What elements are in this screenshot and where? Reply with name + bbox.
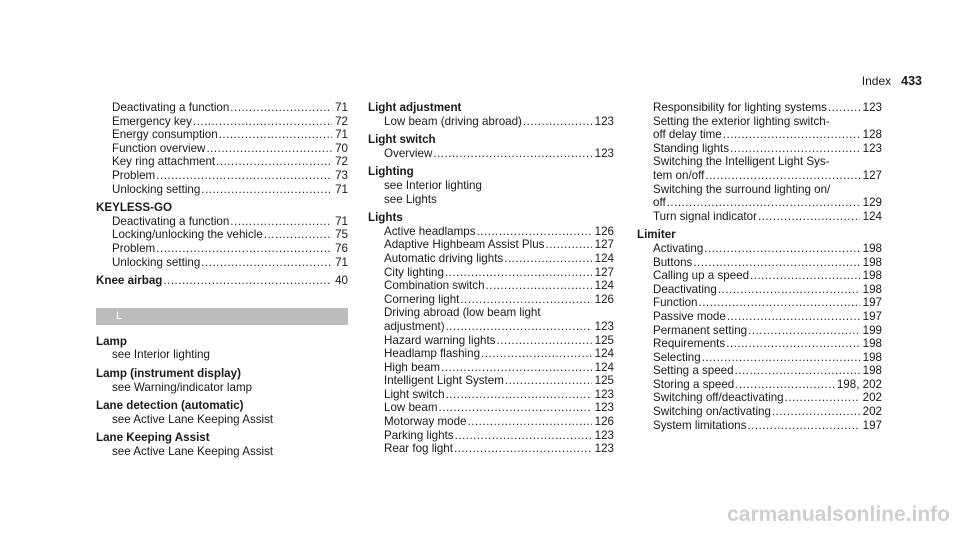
entry-text: System limitations bbox=[653, 418, 747, 432]
index-entry bbox=[637, 169, 882, 183]
entry-text: Storing a speed bbox=[653, 377, 735, 391]
entry-text: see Lights bbox=[384, 192, 437, 206]
leader-dots bbox=[505, 374, 592, 388]
entry-text: Passive mode bbox=[653, 309, 726, 323]
leader-dots bbox=[758, 210, 860, 224]
entry-text: Low beam bbox=[384, 401, 438, 415]
entry-text: Knee airbag bbox=[96, 274, 163, 288]
page-ref-link[interactable]: 124 bbox=[862, 209, 882, 223]
index-entry bbox=[637, 269, 882, 283]
leader-dots bbox=[726, 337, 859, 351]
page-ref-link[interactable]: 72 bbox=[335, 155, 348, 169]
index-entry bbox=[96, 169, 348, 183]
index-entry bbox=[637, 210, 882, 224]
leader-dots bbox=[455, 429, 592, 443]
index-entry bbox=[368, 115, 614, 129]
leader-dots bbox=[704, 242, 859, 256]
page-ref-link[interactable]: 123 bbox=[594, 401, 614, 415]
entry-text: Light switch bbox=[368, 133, 436, 147]
entry-text: Responsibility for lighting systems bbox=[653, 101, 827, 114]
leader-dots bbox=[667, 196, 860, 210]
page-ref-link[interactable]: 127 bbox=[594, 265, 614, 279]
leader-dots bbox=[748, 324, 860, 338]
leader-dots bbox=[439, 401, 592, 415]
page-ref-link[interactable]: 198 bbox=[862, 337, 882, 351]
index-entry bbox=[368, 293, 614, 307]
index-entry bbox=[368, 252, 614, 266]
leader-dots bbox=[446, 388, 592, 402]
index-entry bbox=[368, 388, 614, 402]
page-ref-link[interactable]: 124 bbox=[594, 360, 614, 374]
leader-dots bbox=[193, 115, 332, 129]
entry-text: Buttons bbox=[653, 255, 693, 269]
index-entry bbox=[368, 193, 614, 207]
page-ref-link[interactable]: 71 bbox=[335, 214, 348, 228]
index-entry bbox=[368, 361, 614, 375]
leader-dots bbox=[785, 391, 860, 405]
index-entry bbox=[637, 351, 882, 365]
index-entry bbox=[96, 348, 348, 362]
index-column-2 bbox=[368, 101, 614, 456]
entry-text: Hazard warning lights bbox=[384, 333, 496, 347]
entry-text: Lights bbox=[368, 211, 403, 225]
page-ref-link[interactable]: 123 bbox=[594, 387, 614, 401]
entry-text: Turn signal indicator bbox=[653, 209, 757, 223]
index-heading bbox=[96, 335, 348, 349]
page-ref-link[interactable]: 125 bbox=[594, 333, 614, 347]
index-entry bbox=[96, 142, 348, 156]
entry-text: adjustment) bbox=[384, 319, 445, 333]
leader-dots bbox=[446, 320, 592, 334]
leader-dots bbox=[477, 225, 592, 239]
page-ref-link[interactable]: 125 bbox=[594, 374, 614, 388]
entry-text: Combination switch bbox=[384, 279, 485, 293]
entry-text: Deactivating a function bbox=[112, 214, 230, 228]
leader-dots bbox=[230, 215, 332, 229]
leader-dots bbox=[718, 283, 860, 297]
leader-dots bbox=[545, 238, 591, 252]
page-ref-link[interactable]: 198 bbox=[862, 282, 882, 296]
index-heading bbox=[368, 165, 614, 179]
entry-text: Switching the surround lighting on/ bbox=[653, 182, 831, 196]
page-ref-link[interactable]: 199 bbox=[862, 323, 882, 337]
page-ref-link[interactable]: 72 bbox=[335, 114, 348, 128]
index-entry bbox=[96, 155, 348, 169]
index-heading bbox=[368, 101, 614, 115]
index-entry bbox=[637, 155, 882, 169]
entry-text: see Warning/indicator lamp bbox=[112, 380, 253, 394]
entry-text: Calling up a speed bbox=[653, 269, 750, 283]
entry-text: Activating bbox=[653, 241, 704, 255]
index-heading bbox=[96, 431, 348, 445]
entry-text: Limiter bbox=[637, 228, 676, 242]
index-heading bbox=[368, 133, 614, 147]
index-heading bbox=[96, 201, 348, 215]
page-ref-link[interactable]: 75 bbox=[335, 228, 348, 242]
entry-text: Parking lights bbox=[384, 428, 454, 442]
index-entry bbox=[637, 101, 882, 115]
leader-dots bbox=[454, 442, 592, 456]
index-entry bbox=[637, 242, 882, 256]
entry-text: Setting a speed bbox=[653, 364, 734, 378]
entry-text: Unlocking setting bbox=[112, 182, 201, 196]
leader-dots bbox=[216, 155, 332, 169]
index-heading bbox=[96, 367, 348, 381]
leader-dots bbox=[467, 415, 591, 429]
page-ref-link[interactable]: 76 bbox=[335, 241, 348, 255]
entry-text: Automatic driving lights bbox=[384, 251, 504, 265]
page-ref-link[interactable]: 198 bbox=[862, 269, 882, 283]
page-ref-link[interactable]: 128 bbox=[862, 128, 882, 142]
index-entry bbox=[637, 128, 882, 142]
entry-text: KEYLESS-GO bbox=[96, 201, 173, 215]
entry-text: Lighting bbox=[368, 165, 414, 179]
index-entry bbox=[368, 238, 614, 252]
page-ref-link[interactable]: 73 bbox=[335, 168, 348, 182]
index-entry bbox=[637, 296, 882, 310]
leader-dots bbox=[433, 147, 591, 161]
index-entry bbox=[96, 256, 348, 270]
entry-text: off delay time bbox=[653, 128, 722, 142]
leader-dots bbox=[727, 310, 860, 324]
index-entry bbox=[368, 306, 614, 320]
entry-text: Lamp bbox=[96, 334, 127, 348]
page-ref-link[interactable]: 40 bbox=[335, 274, 348, 288]
entry-text: Key ring attachment bbox=[112, 155, 216, 169]
page-ref-link[interactable]: 71 bbox=[335, 182, 348, 196]
page-ref-link[interactable]: 123 bbox=[594, 146, 614, 160]
index-heading bbox=[96, 399, 348, 413]
entry-text: Selecting bbox=[653, 350, 701, 364]
entry-text: Energy consumption bbox=[112, 128, 218, 142]
leader-dots bbox=[201, 183, 332, 197]
page-ref-link[interactable]: 202 bbox=[862, 391, 882, 405]
leader-dots bbox=[481, 347, 592, 361]
entry-text: Permanent setting bbox=[653, 323, 748, 337]
index-entry bbox=[96, 228, 348, 242]
index-entry bbox=[637, 364, 882, 378]
section-title: Index bbox=[861, 74, 892, 88]
entry-text: Cornering light bbox=[384, 292, 460, 306]
index-entry bbox=[368, 374, 614, 388]
index-entry bbox=[368, 401, 614, 415]
entry-text: Switching off/deactivating bbox=[653, 391, 784, 405]
leader-dots bbox=[693, 256, 859, 270]
entry-text: Rear fog light bbox=[384, 442, 453, 456]
leader-dots bbox=[496, 334, 591, 348]
entry-text: tem on/off bbox=[653, 168, 705, 182]
page-ref-link[interactable]: 129 bbox=[862, 196, 882, 210]
entry-text: Problem bbox=[112, 168, 156, 182]
entry-text: High beam bbox=[384, 360, 441, 374]
index-entry bbox=[368, 320, 614, 334]
entry-text: Active headlamps bbox=[384, 224, 476, 238]
index-entry bbox=[368, 147, 614, 161]
page-ref-link[interactable]: 124 bbox=[594, 347, 614, 361]
page-ref-link[interactable]: 197 bbox=[862, 418, 882, 432]
index-entry bbox=[368, 347, 614, 361]
entry-text: see Active Lane Keeping Assist bbox=[112, 412, 274, 426]
entry-text: Switching on/activating bbox=[653, 405, 771, 419]
page-ref-link[interactable]: 71 bbox=[335, 255, 348, 269]
index-entry bbox=[96, 413, 348, 427]
leader-dots bbox=[445, 266, 592, 280]
page-number: 433 bbox=[901, 74, 922, 88]
entry-text: Deactivating bbox=[653, 282, 717, 296]
entry-text: Function bbox=[653, 296, 698, 310]
index-entry bbox=[637, 283, 882, 297]
entry-text: Function overview bbox=[112, 141, 206, 155]
leader-dots bbox=[735, 378, 834, 392]
entry-text: see Interior lighting bbox=[112, 348, 210, 362]
leader-dots bbox=[156, 242, 332, 256]
index-entry bbox=[368, 334, 614, 348]
leader-dots bbox=[705, 169, 859, 183]
entry-text: Adaptive Highbeam Assist Plus bbox=[384, 238, 545, 252]
leader-dots bbox=[201, 256, 332, 270]
leader-dots bbox=[772, 405, 860, 419]
page-ref-link[interactable]: 126 bbox=[594, 292, 614, 306]
index-entry bbox=[637, 405, 882, 419]
letter-heading: L bbox=[96, 308, 348, 325]
index-entry bbox=[368, 279, 614, 293]
entry-text: Driving abroad (low beam light bbox=[384, 306, 541, 320]
entry-text: Lane detection (automatic) bbox=[96, 399, 244, 413]
entry-text: Requirements bbox=[653, 337, 726, 351]
index-entry bbox=[637, 196, 882, 210]
entry-text: Headlamp flashing bbox=[384, 347, 481, 361]
page-ref-link[interactable]: 123 bbox=[594, 319, 614, 333]
entry-text: Unlocking setting bbox=[112, 255, 201, 269]
leader-dots bbox=[698, 296, 859, 310]
entry-text: Light adjustment bbox=[368, 101, 462, 114]
index-entry bbox=[96, 128, 348, 142]
index-entry bbox=[96, 445, 348, 459]
entry-text: Locking/unlocking the vehicle bbox=[112, 228, 263, 242]
index-heading bbox=[96, 274, 348, 288]
page-ref-link[interactable]: 123 bbox=[594, 442, 614, 456]
index-entry bbox=[96, 381, 348, 395]
leader-dots bbox=[702, 351, 860, 365]
leader-dots bbox=[486, 279, 592, 293]
leader-dots bbox=[735, 364, 860, 378]
index-entry bbox=[368, 179, 614, 193]
index-entry bbox=[368, 429, 614, 443]
index-heading bbox=[368, 211, 614, 225]
page-ref-link[interactable]: 202 bbox=[862, 405, 882, 419]
index-entry bbox=[96, 183, 348, 197]
page-ref-link[interactable]: 127 bbox=[594, 238, 614, 252]
page-ref-link[interactable]: 198 bbox=[862, 255, 882, 269]
page-ref-link[interactable]: 197 bbox=[862, 296, 882, 310]
index-entry bbox=[96, 101, 348, 115]
index-column-1 bbox=[96, 101, 348, 458]
index-entry bbox=[637, 142, 882, 156]
index-entry bbox=[637, 183, 882, 197]
page-ref-link[interactable]: 198 bbox=[862, 241, 882, 255]
page-ref-link[interactable]: 123 bbox=[862, 101, 882, 114]
entry-text: Lane Keeping Assist bbox=[96, 431, 210, 445]
index-entry bbox=[637, 419, 882, 433]
entry-text: off bbox=[653, 196, 666, 210]
index-entry bbox=[637, 337, 882, 351]
page-ref-link[interactable]: 123 bbox=[594, 114, 614, 128]
index-entry bbox=[368, 266, 614, 280]
index-entry bbox=[96, 242, 348, 256]
entry-text: Lamp (instrument display) bbox=[96, 366, 241, 380]
leader-dots bbox=[156, 169, 332, 183]
leader-dots bbox=[230, 101, 332, 115]
entry-text: Switching the Intelligent Light Sys- bbox=[653, 155, 830, 169]
page-ref-link[interactable]: 126 bbox=[594, 415, 614, 429]
index-entry bbox=[368, 415, 614, 429]
page-ref-link[interactable]: 124 bbox=[594, 279, 614, 293]
index-entry bbox=[637, 115, 882, 129]
entry-text: see Active Lane Keeping Assist bbox=[112, 444, 274, 458]
entry-text: Motorway mode bbox=[384, 415, 467, 429]
page-ref-link[interactable]: 71 bbox=[335, 128, 348, 142]
index-entry bbox=[368, 442, 614, 456]
index-entry bbox=[637, 256, 882, 270]
index-entry bbox=[637, 378, 882, 392]
leader-dots bbox=[828, 101, 860, 115]
leader-dots bbox=[163, 274, 332, 288]
leader-dots bbox=[460, 293, 591, 307]
page-ref-link[interactable]: 70 bbox=[335, 141, 348, 155]
entry-text: Intelligent Light System bbox=[384, 374, 504, 388]
page-header bbox=[862, 74, 922, 88]
leader-dots bbox=[523, 115, 592, 129]
page-ref-link[interactable]: 197 bbox=[862, 309, 882, 323]
page-ref-link[interactable]: 123 bbox=[594, 428, 614, 442]
entry-text: Setting the exterior lighting switch- bbox=[653, 114, 830, 128]
entry-text: City lighting bbox=[384, 265, 444, 279]
entry-text: Light switch bbox=[384, 387, 445, 401]
index-column-3 bbox=[637, 101, 882, 432]
entry-text: Low beam (driving abroad) bbox=[384, 114, 522, 128]
leader-dots bbox=[206, 142, 332, 156]
leader-dots bbox=[750, 269, 860, 283]
index-entry bbox=[96, 115, 348, 129]
page-ref-link[interactable]: 127 bbox=[862, 168, 882, 182]
index-heading bbox=[637, 228, 882, 242]
page-ref-link[interactable]: 198 bbox=[862, 350, 882, 364]
index-entry bbox=[368, 225, 614, 239]
index-entry bbox=[637, 310, 882, 324]
entry-text: Deactivating a function bbox=[112, 101, 230, 114]
leader-dots bbox=[264, 228, 332, 242]
leader-dots bbox=[723, 128, 860, 142]
entry-text: Standing lights bbox=[653, 141, 730, 155]
page-ref-link[interactable]: 126 bbox=[594, 224, 614, 238]
entry-text: Overview bbox=[384, 146, 433, 160]
watermark: carmanualsonline.info bbox=[727, 503, 950, 526]
entry-text: Problem bbox=[112, 241, 156, 255]
index-entry bbox=[637, 324, 882, 338]
page-ref-link[interactable]: 124 bbox=[594, 251, 614, 265]
leader-dots bbox=[219, 128, 332, 142]
leader-dots bbox=[747, 419, 859, 433]
leader-dots bbox=[441, 361, 592, 375]
index-entry bbox=[637, 391, 882, 405]
leader-dots bbox=[504, 252, 591, 266]
page-ref-link[interactable]: 123 bbox=[862, 141, 882, 155]
index-entry bbox=[96, 215, 348, 229]
page-ref-link[interactable]: 198, 202 bbox=[836, 377, 882, 391]
entry-text: Emergency key bbox=[112, 114, 192, 128]
page-ref-link[interactable]: 71 bbox=[335, 101, 348, 114]
entry-text: see Interior lighting bbox=[384, 178, 482, 192]
page-ref-link[interactable]: 198 bbox=[862, 364, 882, 378]
leader-dots bbox=[730, 142, 860, 156]
